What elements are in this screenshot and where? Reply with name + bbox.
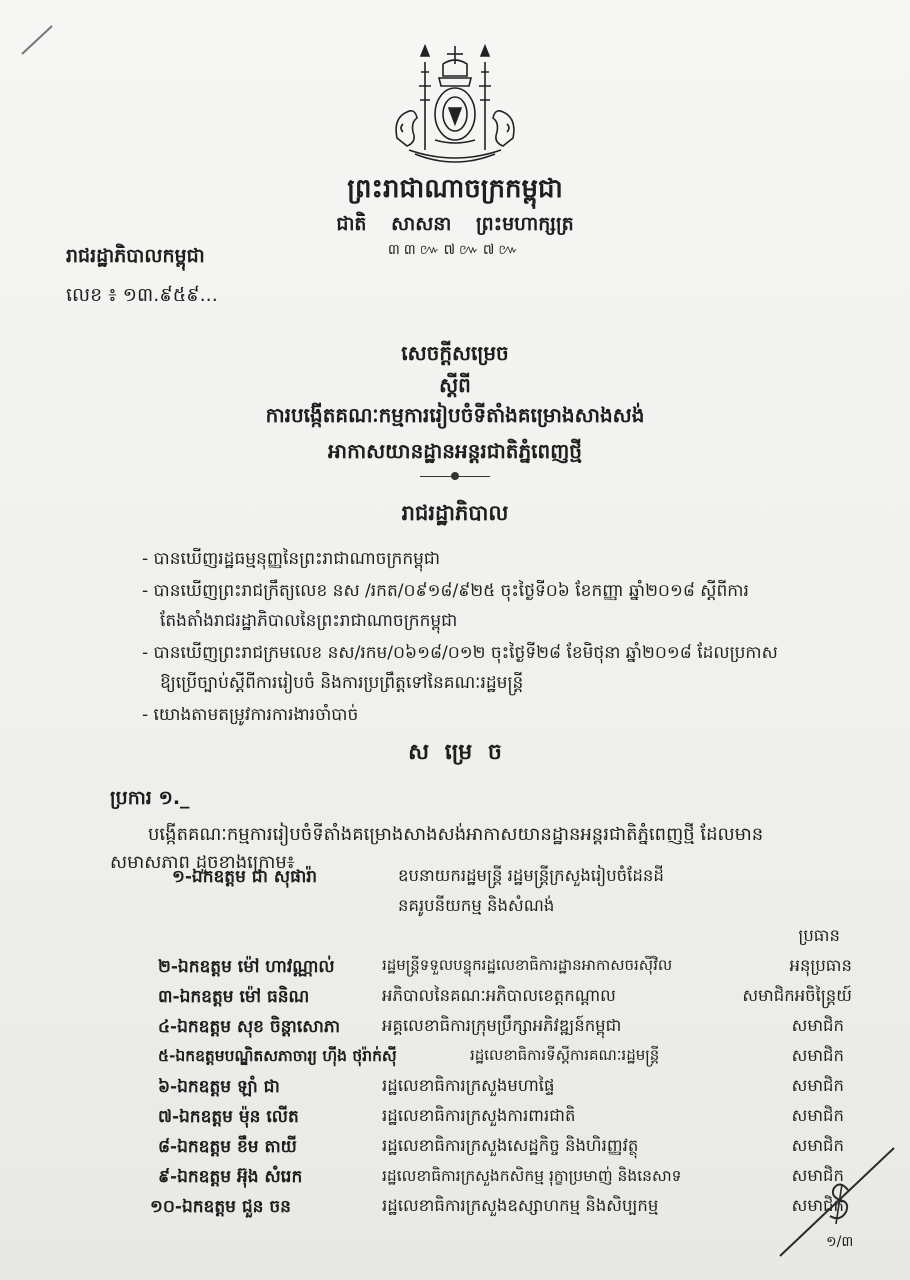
document-title: សេចក្ដីសម្រេច <box>401 341 509 365</box>
member-name: ៩-ឯកឧត្ដម អ៊ុង សំរេក <box>158 1167 303 1187</box>
clause-royal-code: - បានឃើញព្រះរាជក្រមលេខ នស/រកម/០៦១៨/០១២ ចុះថ្ងៃទី២៨ ខែមិថុនា ឆ្នាំ២០១៨ ដែលប្រកាស <box>142 643 778 663</box>
clause-royal-decree: - បានឃើញព្រះរាជក្រឹត្យលេខ នស /រកត/០៩១៨/៩២៥ ចុះថ្ងៃទី០៦ ខែកញ្ញា ឆ្នាំ២០១៨ ស្ដីពីការ <box>142 581 749 601</box>
decides-heading: ស ម្រេ ច <box>408 740 502 765</box>
member-title: រដ្ឋលេខាធិការទីស្ដីការគណៈរដ្ឋមន្ត្រី <box>470 1046 660 1064</box>
member-title-cont: នគរូបនីយកម្ម និងសំណង់ <box>398 896 555 915</box>
clause-royal-code-cont: ឱ្យប្រើច្បាប់ស្ដីពីការរៀបចំ និងការប្រព្រឹត្តទៅនៃគណៈរដ្ឋមន្ត្រី <box>160 673 524 693</box>
kingdom-name: ព្រះរាជាណាចក្រកម្ពុជា <box>347 174 563 204</box>
member-title: រដ្ឋលេខាធិការក្រសួងឧស្សាហកម្ម និងសិប្បកម្ម <box>382 1196 659 1215</box>
royal-coat-of-arms-icon <box>385 42 525 172</box>
member-role: សមាជិក <box>791 1166 844 1185</box>
member-name: ៦-ឯកឧត្ដម ឡាំ ជា <box>158 1077 280 1097</box>
divider-ornament <box>451 472 459 480</box>
member-title: អគ្គលេខាធិការក្រុមប្រឹក្សាអភិវឌ្ឍន៍កម្ពុជា <box>382 1016 622 1035</box>
member-name: ២-ឯកឧត្ដម ម៉ៅ ហាវណ្ណាល់ <box>158 957 335 977</box>
member-title: ឧបនាយករដ្ឋមន្ត្រី រដ្ឋមន្ត្រីក្រសួងរៀបចំដែនដី <box>398 866 664 885</box>
ornament-glyphs: ៣៣៚៧៚៧៚ <box>387 242 523 258</box>
member-title: អភិបាលនៃគណៈអភិបាលខេត្តកណ្ដាល <box>382 986 616 1005</box>
subject-line-1: ការបង្កើតគណៈកម្មការរៀបចំទីតាំងគម្រោងសាងសង់ <box>265 403 645 427</box>
member-name: ៨-ឯកឧត្ដម ខឹម តាយី <box>158 1137 297 1157</box>
member-name: ៣-ឯកឧត្ដម ម៉ៅ ធនិណ <box>158 987 310 1007</box>
member-name: ៤-ឯកឧត្ដម សុខ ចិន្ដាសោភា <box>158 1017 341 1037</box>
member-role: ប្រធាន <box>798 926 840 945</box>
member-title: រដ្ឋលេខាធិការក្រសួងការពារជាតិ <box>382 1106 576 1125</box>
member-role: សមាជិកអចិន្ត្រៃយ៍ <box>742 986 852 1005</box>
member-role: សមាជិក <box>791 1106 844 1125</box>
member-title: រដ្ឋលេខាធិការក្រសួងកសិកម្ម រុក្ខាប្រមាញ់ និងនេសាទ <box>382 1167 682 1185</box>
member-role: សមាជិក <box>791 1016 844 1035</box>
member-role: សមាជិក <box>791 1046 844 1065</box>
article-1-label: ប្រការ ១._ <box>110 787 190 809</box>
government-heading: រាជរដ្ឋាភិបាល <box>401 501 509 525</box>
member-title: រដ្ឋមន្ត្រីទទួលបន្ទុករដ្ឋលេខាធិការដ្ឋានអាកាសចរស៊ីវិល <box>382 956 673 974</box>
member-title: រដ្ឋលេខាធិការក្រសួងសេដ្ឋកិច្ច និងហិរញ្ញវត្ថុ <box>382 1136 639 1155</box>
member-role: សមាជិក <box>791 1136 844 1155</box>
clause-work-needs: - យោងតាមតម្រូវការការងារចាំបាច់ <box>142 705 359 725</box>
member-role: សមាជិក <box>791 1076 844 1095</box>
member-name: ៧-ឯកឧត្ដម ម៉ុន លើត <box>158 1107 299 1127</box>
national-motto: ជាតិ សាសនា ព្រះមហាក្សត្រ <box>336 213 574 235</box>
article-1-intro-line-1: បង្កើតគណៈកម្មការរៀបចំទីតាំងគម្រោងសាងសង់អាកាសយានដ្ឋានអន្តរជាតិភ្នំពេញថ្មី ដែលមាន <box>148 824 764 845</box>
pen-stroke-mark <box>18 20 58 60</box>
member-name: ៥-ឯកឧត្ដមបណ្ឌិតសភាចារ្យ ហ៊ីង ថុរ៉ាក់ស៊ី <box>158 1047 397 1065</box>
member-role: អនុប្រធាន <box>789 956 852 975</box>
member-name: ១០-ឯកឧត្ដម ជួន ចន <box>150 1197 291 1217</box>
member-title: រដ្ឋលេខាធិការក្រសួងមហាផ្ទៃ <box>382 1076 555 1095</box>
member-role: សមាជិក <box>791 1196 844 1215</box>
issuing-government: រាជរដ្ឋាភិបាលកម្ពុជា <box>66 245 205 267</box>
clause-royal-decree-cont: តែងតាំងរាជរដ្ឋាភិបាលនៃព្រះរាជាណាចក្រកម្ពុជា <box>160 611 458 631</box>
title-about: ស្ដីពី <box>439 373 471 397</box>
page-number: ១/៣ <box>826 1234 854 1250</box>
member-name: ១-ឯកឧត្ដម ជា សុផារ៉ា <box>172 867 318 887</box>
clause-constitution: - បានឃើញរដ្ឋធម្មនុញ្ញនៃព្រះរាជាណាចក្រកម្ពុជា <box>142 549 441 569</box>
subject-line-2: អាកាសយានដ្ឋានអន្តរជាតិភ្នំពេញថ្មី <box>328 439 582 463</box>
article-1-intro-line-2: សមាសភាព ដូចខាងក្រោម៖ <box>110 852 295 873</box>
document-number: លេខ ៖ ១៣.៩៥៩... <box>66 284 218 306</box>
